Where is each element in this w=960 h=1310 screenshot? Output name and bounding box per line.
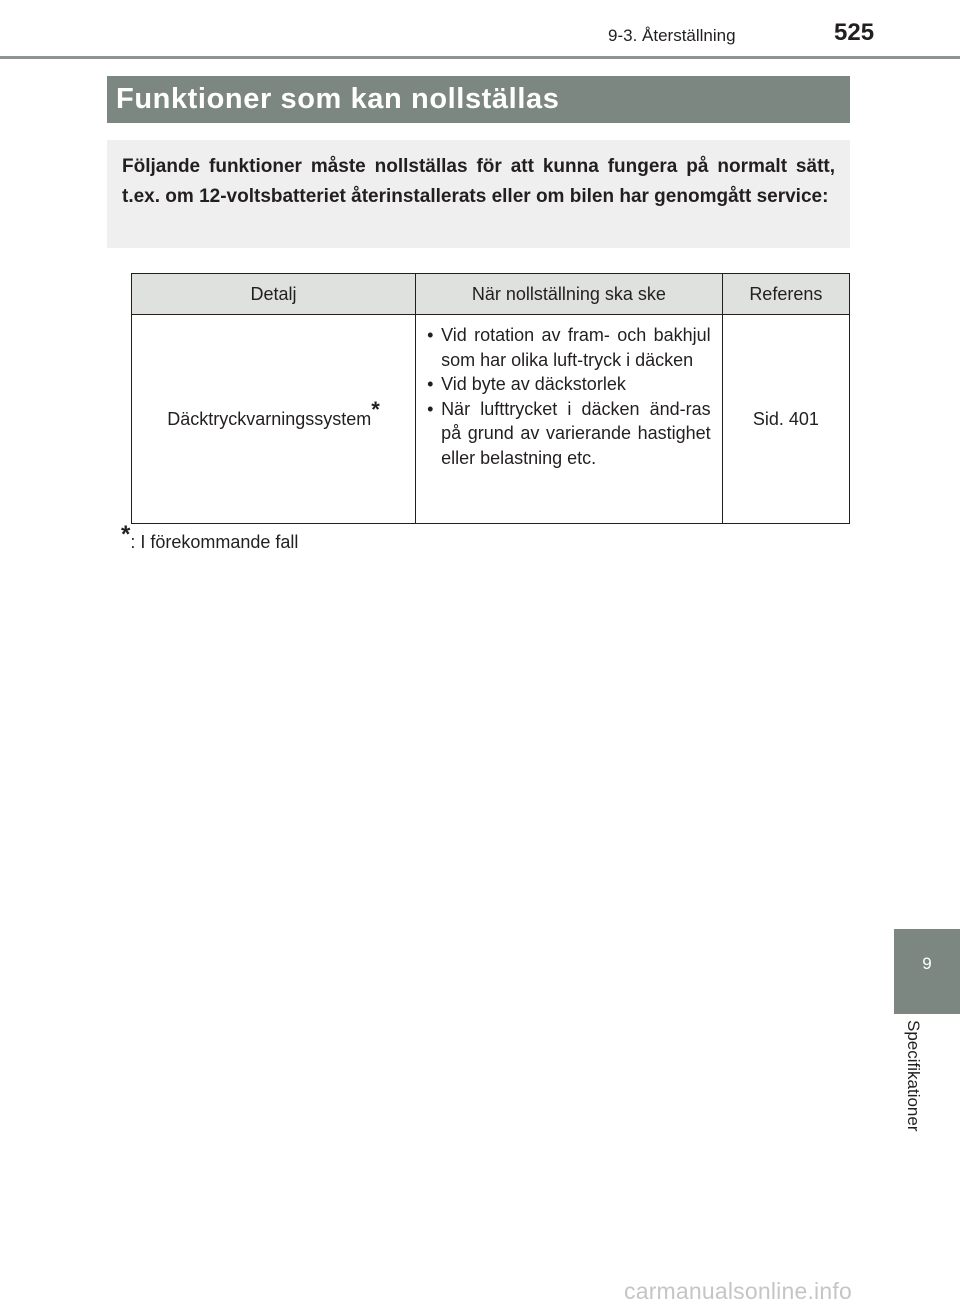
list-item [427,372,711,397]
list-item-text: När lufttrycket i däcken änd-ras på grund av varierande hastighet eller belastning etc. [441,398,711,468]
footnote-text: : I förekommande fall [130,532,299,552]
table-header-row [132,274,850,315]
chapter-label: Specifikationer [904,1020,923,1132]
section-title: Funktioner som kan nollställas [107,76,850,123]
table-cell-reference: Sid. 401 [722,315,849,524]
bullet-icon: • [427,374,434,394]
bullet-icon: • [427,325,434,345]
table-row [132,315,850,524]
reset-functions-table [131,273,850,524]
asterisk-mark: * [371,396,380,422]
table-cell-when [416,315,723,524]
list-item-text: Vid byte av däckstorlek [441,374,626,394]
page-number: 525 [834,19,875,46]
table-header-when: När nollställning ska ske [416,274,723,315]
detail-text: Däcktryckvarningssystem [167,408,372,429]
when-list [427,323,711,470]
bullet-icon: • [427,398,434,419]
list-item-text: Vid rotation av fram- och bakhjul som har olika luft-tryck i däcken [441,325,711,370]
footnote-asterisk: * [121,521,131,548]
list-item [427,323,711,372]
intro-text: Följande funktioner måste nollställas för att kunna fungera på normalt sätt, t.ex. om 12-voltsbatteriet återinstallerats eller om bilen har genomgått service: [122,156,835,207]
list-item [427,397,711,471]
watermark: carmanualsonline.info [624,1278,852,1304]
footnote [121,521,299,553]
chapter-tab: 9 [894,929,960,1014]
header-divider [0,56,960,59]
running-header-section: 9-3. Återställning [608,26,736,45]
table-header-detail: Detalj [132,274,416,315]
table-header-reference: Referens [722,274,849,315]
table-cell-detail [132,315,416,524]
intro-box [107,140,850,248]
